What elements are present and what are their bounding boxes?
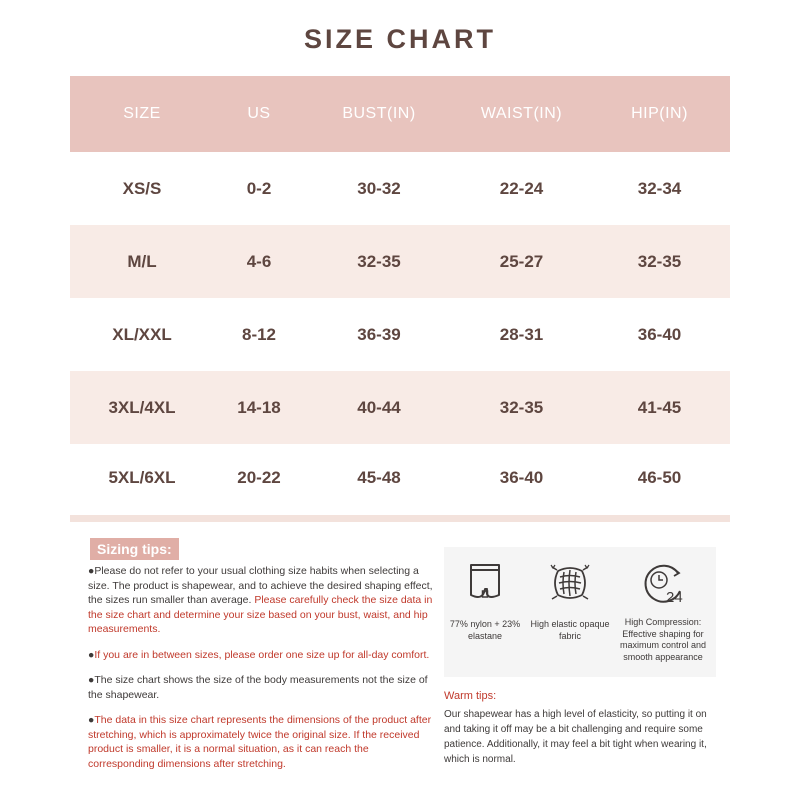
feature-text: High Compression: Effective shaping for maximum control and smooth appearance bbox=[619, 617, 707, 662]
cell-us: 0-2 bbox=[246, 178, 272, 198]
tip-paragraph bbox=[88, 564, 434, 637]
cell-waist: 25-27 bbox=[454, 225, 589, 298]
page-title: SIZE CHART bbox=[304, 24, 496, 54]
cell-bust: 45-48 bbox=[357, 468, 401, 487]
feature-text: High elastic opaque fabric bbox=[530, 619, 610, 641]
cell-waist: 22-24 bbox=[499, 178, 544, 198]
tip-paragraph bbox=[88, 673, 434, 702]
cell-bust: 30-32 bbox=[357, 178, 401, 198]
cell-waist: 28-31 bbox=[499, 324, 544, 344]
cell-hip: 32-35 bbox=[589, 225, 730, 298]
table-header-row bbox=[70, 76, 730, 152]
tip-text-highlight: Please carefully check the size data in the size chart and determine your size based on your bust, waist, and hip measurements. bbox=[88, 594, 433, 635]
warm-tips-title: Warm tips: bbox=[444, 690, 497, 702]
bullet: ● bbox=[88, 648, 95, 661]
cell-waist: 32-35 bbox=[454, 371, 589, 444]
size-chart-table bbox=[70, 76, 730, 512]
sizing-tips-label: Sizing tips: bbox=[90, 538, 179, 560]
cell-us: 4-6 bbox=[214, 225, 304, 298]
cell-bust: 40-44 bbox=[304, 371, 454, 444]
cell-us: 14-18 bbox=[214, 371, 304, 444]
tip-paragraph bbox=[88, 648, 434, 663]
feature-compression bbox=[614, 547, 712, 677]
table-row bbox=[70, 152, 730, 225]
feature-material bbox=[444, 547, 526, 677]
warm-tips-text: Our shapewear has a high level of elasticity, so putting it on and taking it off may be a bit challenging and require some patience. Additionally, it may feel a bit tight when wearing it, which is normal. bbox=[444, 709, 707, 765]
table-row bbox=[70, 298, 730, 371]
tip-text-highlight: The data in this size chart represents the dimensions of the product after stretching, which is approximately twice the original size. If the received product is smaller, it is a normal situation, as it can reach the corresponding dimensions after stretching. bbox=[88, 714, 432, 770]
tip-paragraph bbox=[88, 713, 434, 771]
header-bust: BUST(IN) bbox=[304, 76, 454, 152]
cell-waist: 36-40 bbox=[499, 468, 544, 487]
tip-text: ●The size chart shows the size of the body measurements not the size of the shapewear. bbox=[88, 674, 428, 701]
tip-text-highlight: If you are in between sizes, please order one size up for all-day comfort. bbox=[94, 648, 430, 661]
feature-text: 77% nylon + 23% elastane bbox=[449, 619, 521, 641]
24-hour-clock-icon bbox=[614, 561, 712, 605]
tip-text: ●Please do not refer to your usual clothing size habits when selecting a size. The product is shapewear, and to achieve the desired shaping effect, the sizes run smaller than average. bbox=[88, 565, 433, 606]
table-row bbox=[70, 371, 730, 444]
table-row bbox=[70, 225, 730, 298]
cell-us: 20-22 bbox=[237, 468, 281, 487]
cell-hip: 46-50 bbox=[637, 468, 682, 487]
cell-size: 5XL/6XL bbox=[108, 468, 176, 487]
cell-hip: 36-40 bbox=[637, 324, 682, 344]
elastic-fabric-icon bbox=[526, 561, 614, 605]
shorts-icon bbox=[444, 561, 526, 605]
cell-bust: 32-35 bbox=[304, 225, 454, 298]
header-size: SIZE bbox=[70, 76, 214, 152]
clock-24-label: 24 bbox=[666, 589, 683, 605]
cell-us: 8-12 bbox=[241, 324, 277, 344]
feature-fabric bbox=[526, 547, 614, 677]
cell-hip: 41-45 bbox=[589, 371, 730, 444]
cell-size: XS/S bbox=[122, 178, 162, 198]
cell-size: XL/XXL bbox=[112, 324, 172, 344]
header-waist: WAIST(IN) bbox=[454, 76, 589, 152]
table-row bbox=[70, 444, 730, 512]
cell-bust: 36-39 bbox=[357, 324, 401, 344]
header-us: US bbox=[214, 76, 304, 152]
bullet: ● bbox=[88, 714, 95, 726]
sizing-tips bbox=[88, 564, 434, 782]
cell-hip: 32-34 bbox=[637, 178, 682, 198]
cell-size: M/L bbox=[70, 225, 214, 298]
feature-panel bbox=[444, 547, 716, 677]
header-hip: HIP(IN) bbox=[589, 76, 730, 152]
cell-size: 3XL/4XL bbox=[70, 371, 214, 444]
table-bottom-band bbox=[70, 515, 730, 522]
